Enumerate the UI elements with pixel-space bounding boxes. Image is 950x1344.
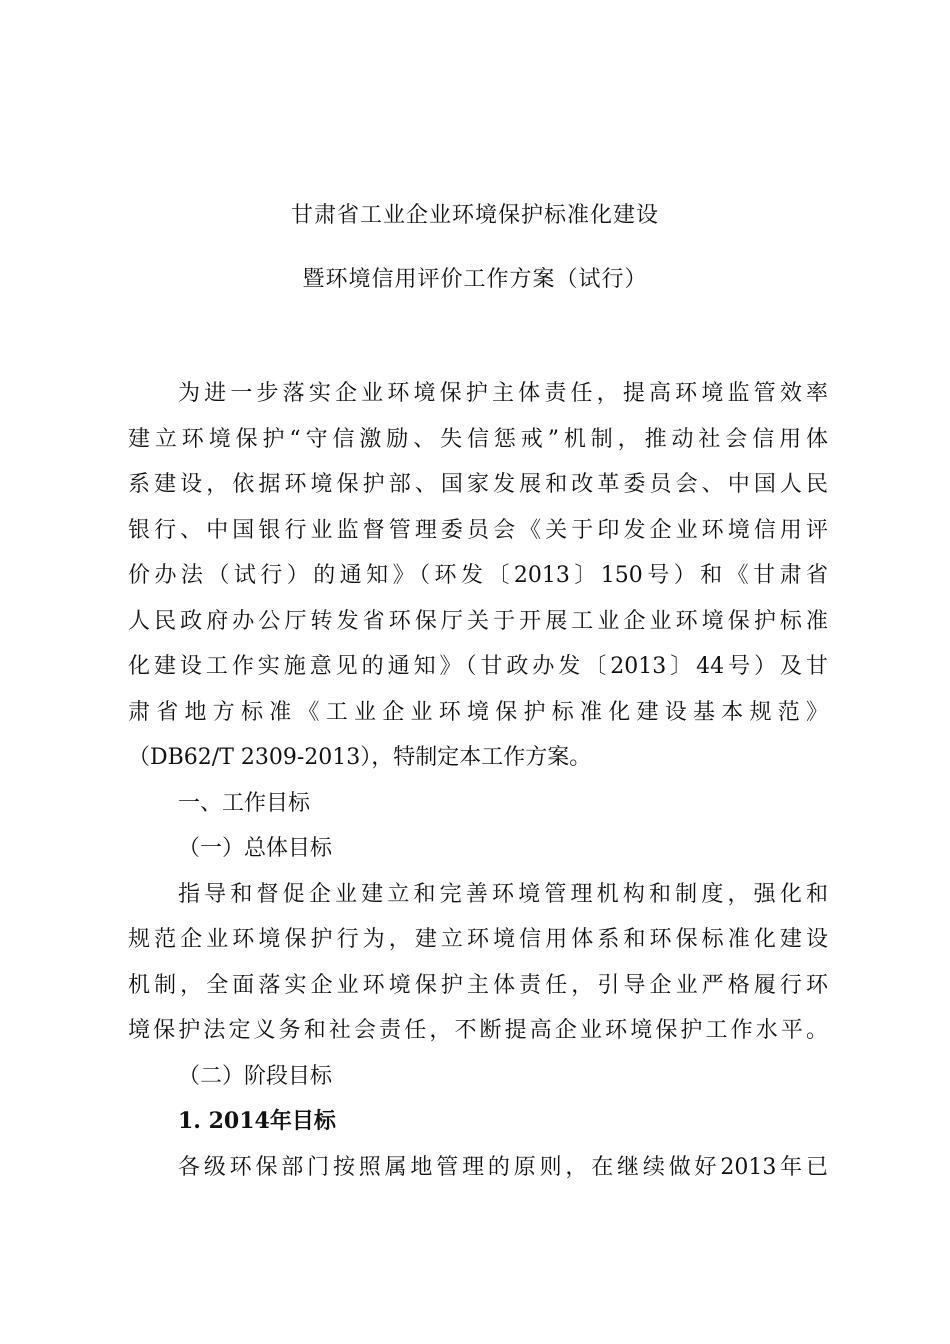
overall-goal-paragraph xyxy=(128,872,828,1054)
document-body xyxy=(128,371,828,1190)
intro-paragraph xyxy=(128,371,828,781)
paragraph-line: 银行、中国银行业监督管理委员会《关于印发企业环境信用评 xyxy=(128,517,828,543)
paragraph-line: 各级环保部门按照属地管理的原则，在继续做好2013年已 xyxy=(178,1154,828,1180)
paragraph-line: 价办法（试行）的通知》（环发〔2013〕150号）和《甘肃省 xyxy=(128,563,828,588)
section-heading: 一、工作目标 xyxy=(178,790,311,816)
paragraph-line: （DB62/T 2309-2013），特制定本工作方案。 xyxy=(128,745,592,770)
item-heading: 1. 2014年目标 xyxy=(178,1108,336,1134)
paragraph-line: 境保护法定义务和社会责任，不断提高企业环境保护工作水平。 xyxy=(128,1018,828,1043)
paragraph-line: 规范企业环境保护行为，建立环境信用体系和环保标准化建设 xyxy=(128,927,828,952)
paragraph-line: 肃省地方标准《工业企业环境保护标准化建设基本规范》 xyxy=(128,699,828,725)
document-title-line-1: 甘肃省工业企业环境保护标准化建设 xyxy=(290,203,659,228)
subsection-heading: （二）阶段目标 xyxy=(178,1063,333,1089)
paragraph-line: 建立环境保护“守信激励、失信惩戒”机制，推动社会信用体 xyxy=(128,426,828,452)
paragraph-line: 化建设工作实施意见的通知》（甘政办发〔2013〕44号）及甘 xyxy=(128,654,828,679)
paragraph-line: 指导和督促企业建立和完善环境管理机构和制度，强化和 xyxy=(178,881,828,907)
paragraph-line: 为进一步落实企业环境保护主体责任，提高环境监管效率 xyxy=(178,381,828,406)
paragraph-line: 系建设，依据环境保护部、国家发展和改革委员会、中国人民 xyxy=(128,472,828,497)
document-title-line-2: 暨环境信用评价工作方案（试行） xyxy=(302,267,648,292)
paragraph-line: 机制，全面落实企业环境保护主体责任，引导企业严格履行环 xyxy=(128,972,828,998)
subsection-heading: （一）总体目标 xyxy=(178,836,333,861)
paragraph-line: 人民政府办公厅转发省环保厅关于开展工业企业环境保护标准 xyxy=(128,608,828,634)
